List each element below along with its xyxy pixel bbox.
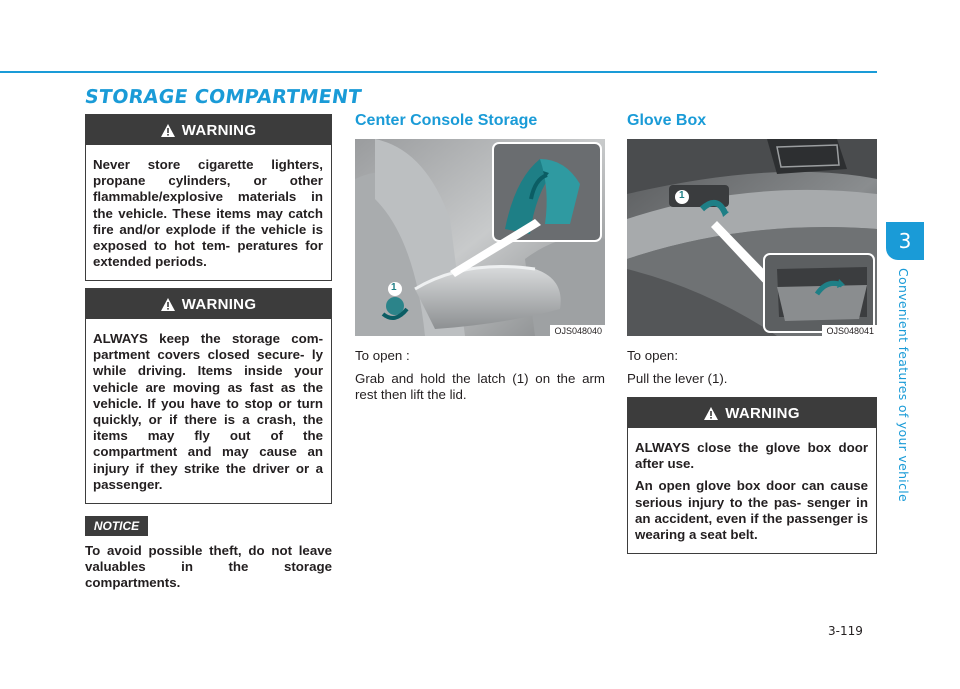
warning-heading: WARNING xyxy=(181,295,257,313)
warning-box-glove-box xyxy=(627,397,877,554)
glove-box-figure xyxy=(627,139,877,336)
glove-box-text xyxy=(627,348,877,393)
warning-paragraph: ALWAYS keep the storage com- partment covers closed secure- ly while driving. Items inside your vehicle are moving as fast as the vehicle. If you have to stop or turn quickly, or if there is a crash, the items may fly out of the compartment and may cause an injury if they strike the driver or a passenger. xyxy=(93,331,323,492)
header-rule xyxy=(0,71,877,73)
chapter-tab: 3 xyxy=(886,222,924,260)
warning-box-flammables xyxy=(85,114,332,281)
warning-heading: WARNING xyxy=(181,121,257,139)
warning-header xyxy=(86,289,331,319)
warning-paragraph: An open glove box door can cause serious injury to the pas- senger in an accident, even if the passenger is wearing a seat belt. xyxy=(635,478,868,543)
warning-body xyxy=(628,428,876,553)
warning-paragraph: ALWAYS close the glove box door after use. xyxy=(635,440,868,472)
center-console-text xyxy=(355,348,605,410)
center-console-figure xyxy=(355,139,605,336)
center-console-heading: Center Console Storage xyxy=(355,112,538,129)
glove-box-heading: Glove Box xyxy=(627,112,707,129)
warning-triangle-icon xyxy=(161,124,175,137)
warning-header xyxy=(86,115,331,145)
section-title: STORAGE COMPARTMENT xyxy=(83,86,363,108)
warning-body xyxy=(86,319,331,503)
instruction-line: Pull the lever (1). xyxy=(627,370,728,386)
chapter-label-text: Convenient features of your vehicle xyxy=(896,268,911,503)
instruction-line: To open: xyxy=(627,348,679,363)
warning-header xyxy=(628,398,876,428)
glove-box-illustration xyxy=(627,139,877,336)
callout-number: 1 xyxy=(679,190,685,201)
warning-paragraph: Never store cigarette lighters, propane cylinders, or other flammable/explosive materials in the vehicle. These items may catch fire and/or explode if the vehicle is exposed to hot tem- peratures for extended periods. xyxy=(93,157,323,270)
warning-body xyxy=(86,145,331,280)
notice-text: To avoid possible theft, do not leave valuables in the storage compartments. xyxy=(85,543,332,590)
figure-code: OJS048040 xyxy=(550,325,605,336)
warning-triangle-icon xyxy=(161,298,175,311)
warning-heading: WARNING xyxy=(725,404,800,422)
warning-triangle-icon xyxy=(704,407,718,420)
page-number: 3-119 xyxy=(828,624,863,638)
callout-number: 1 xyxy=(391,282,397,293)
warning-box-covers-closed xyxy=(85,288,332,504)
instruction-line: Grab and hold the latch (1) on the arm rest then lift the lid. xyxy=(355,370,605,402)
figure-code: OJS048041 xyxy=(822,325,877,336)
instruction-line: To open : xyxy=(355,348,410,363)
center-console-illustration xyxy=(355,139,605,336)
notice-badge: NOTICE xyxy=(85,516,148,536)
